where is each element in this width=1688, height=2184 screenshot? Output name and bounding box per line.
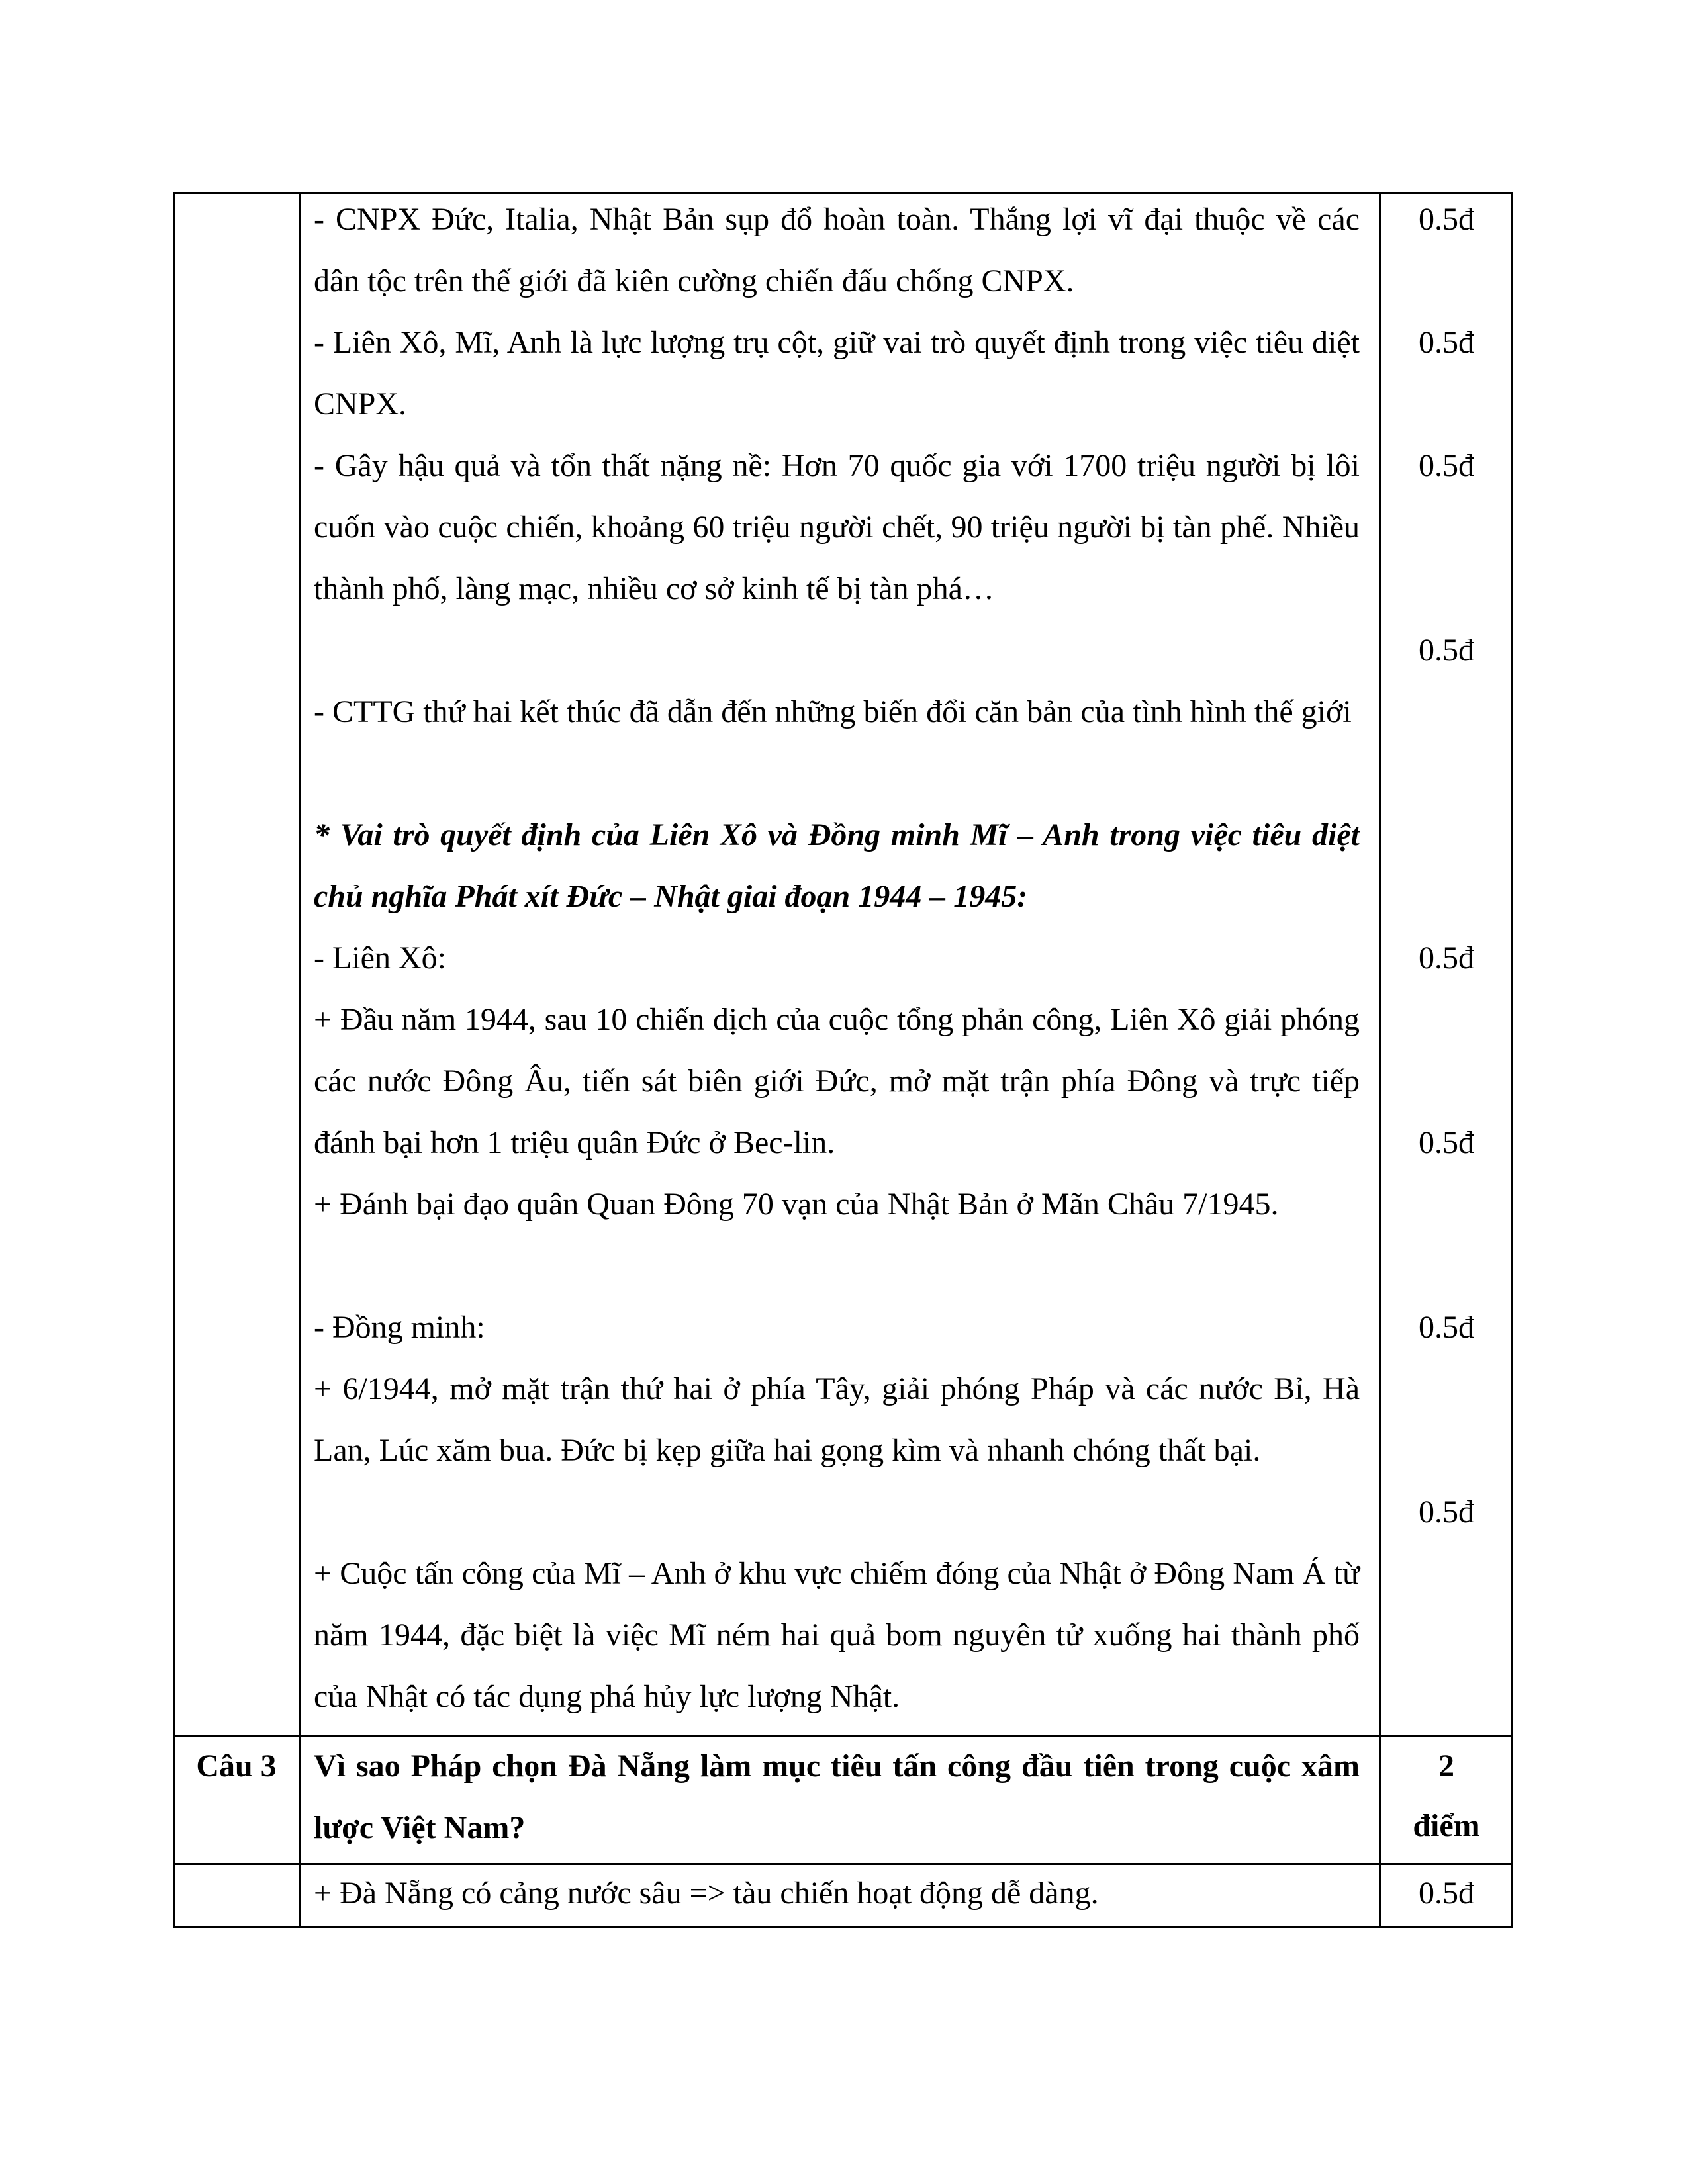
score-5: 0.5đ (1419, 940, 1474, 976)
dong-minh-point-1: + 6/1944, mở mặt trận thứ hai ở phía Tây, giải phóng Pháp và các nước Bỉ, Hà Lan, Lúc xăm bua. Đức bị kẹp giữa hai gọng kìm và nhanh chóng thất bại. (314, 1371, 1360, 1468)
question3-label: Câu 3 (196, 1749, 277, 1784)
lien-xo-point-2: + Đánh bại đạo quân Quan Đông 70 vạn của Nhật Bản ở Mãn Châu 7/1945. (314, 1187, 1279, 1222)
answer3-text: + Đà Nẵng có cảng nước sâu => tàu chiến hoạt động dễ dàng. (314, 1876, 1099, 1911)
question3-points-unit: điểm (1413, 1808, 1480, 1843)
answer-item-1: - CNPX Đức, Italia, Nhật Bản sụp đổ hoàn toàn. Thắng lợi vĩ đại thuộc về các dân tộc trên thế giới đã kiên cường chiến đấu chống CNPX. (314, 202, 1360, 298)
score-2: 0.5đ (1419, 325, 1474, 360)
answer-item-3: - Gây hậu quả và tổn thất nặng nề: Hơn 70 quốc gia với 1700 triệu người bị lôi cuốn vào cuộc chiến, khoảng 60 triệu người chết, 90 triệu người bị tàn phế. Nhiều thành phố, làng mạc, nhiều cơ sở kinh tế bị tàn phá… (314, 448, 1360, 606)
score-4: 0.5đ (1419, 633, 1474, 668)
lien-xo-point-1: + Đầu năm 1944, sau 10 chiến dịch của cuộc tổng phản công, Liên Xô giải phóng các nước Đông Âu, tiến sát biên giới Đức, mở mặt trận phía Đông và trực tiếp đánh bại hơn 1 triệu quân Đức ở Bec-lin. (314, 1002, 1360, 1160)
score-1: 0.5đ (1419, 202, 1474, 237)
dong-minh-label: - Đồng minh: (314, 1310, 485, 1345)
section-heading: * Vai trò quyết định của Liên Xô và Đồng minh Mĩ – Anh trong việc tiêu diệt chủ nghĩa Phát xít Đức – Nhật giai đoạn 1944 – 1945: (314, 817, 1360, 914)
answer-item-4: - CTTG thứ hai kết thúc đã dẫn đến những biến đổi căn bản của tình hình thế giới (314, 694, 1352, 729)
table-bottom-border (173, 1926, 1513, 1928)
answer3-score: 0.5đ (1419, 1876, 1474, 1911)
dong-minh-point-2: + Cuộc tấn công của Mĩ – Anh ở khu vực chiếm đóng của Nhật ở Đông Nam Á từ năm 1944, đặc biệt là việc Mĩ ném hai quả bom nguyên tử xuống hai thành phố của Nhật có tác dụng phá hủy lực lượng Nhật. (314, 1556, 1360, 1714)
answer-item-2: - Liên Xô, Mĩ, Anh là lực lượng trụ cột, giữ vai trò quyết định trong việc tiêu diệt CNPX. (314, 325, 1360, 422)
score-3: 0.5đ (1419, 448, 1474, 483)
score-7: 0.5đ (1419, 1310, 1474, 1345)
column-divider-1 (299, 192, 301, 1928)
question3-text: Vì sao Pháp chọn Đà Nẵng làm mục tiêu tấn công đầu tiên trong cuộc xâm lược Việt Nam? (314, 1749, 1360, 1845)
question3-points-value: 2 (1438, 1749, 1454, 1784)
score-8: 0.5đ (1419, 1494, 1474, 1529)
score-6: 0.5đ (1419, 1125, 1474, 1160)
lien-xo-label: - Liên Xô: (314, 940, 446, 976)
table-left-border (173, 192, 175, 1928)
